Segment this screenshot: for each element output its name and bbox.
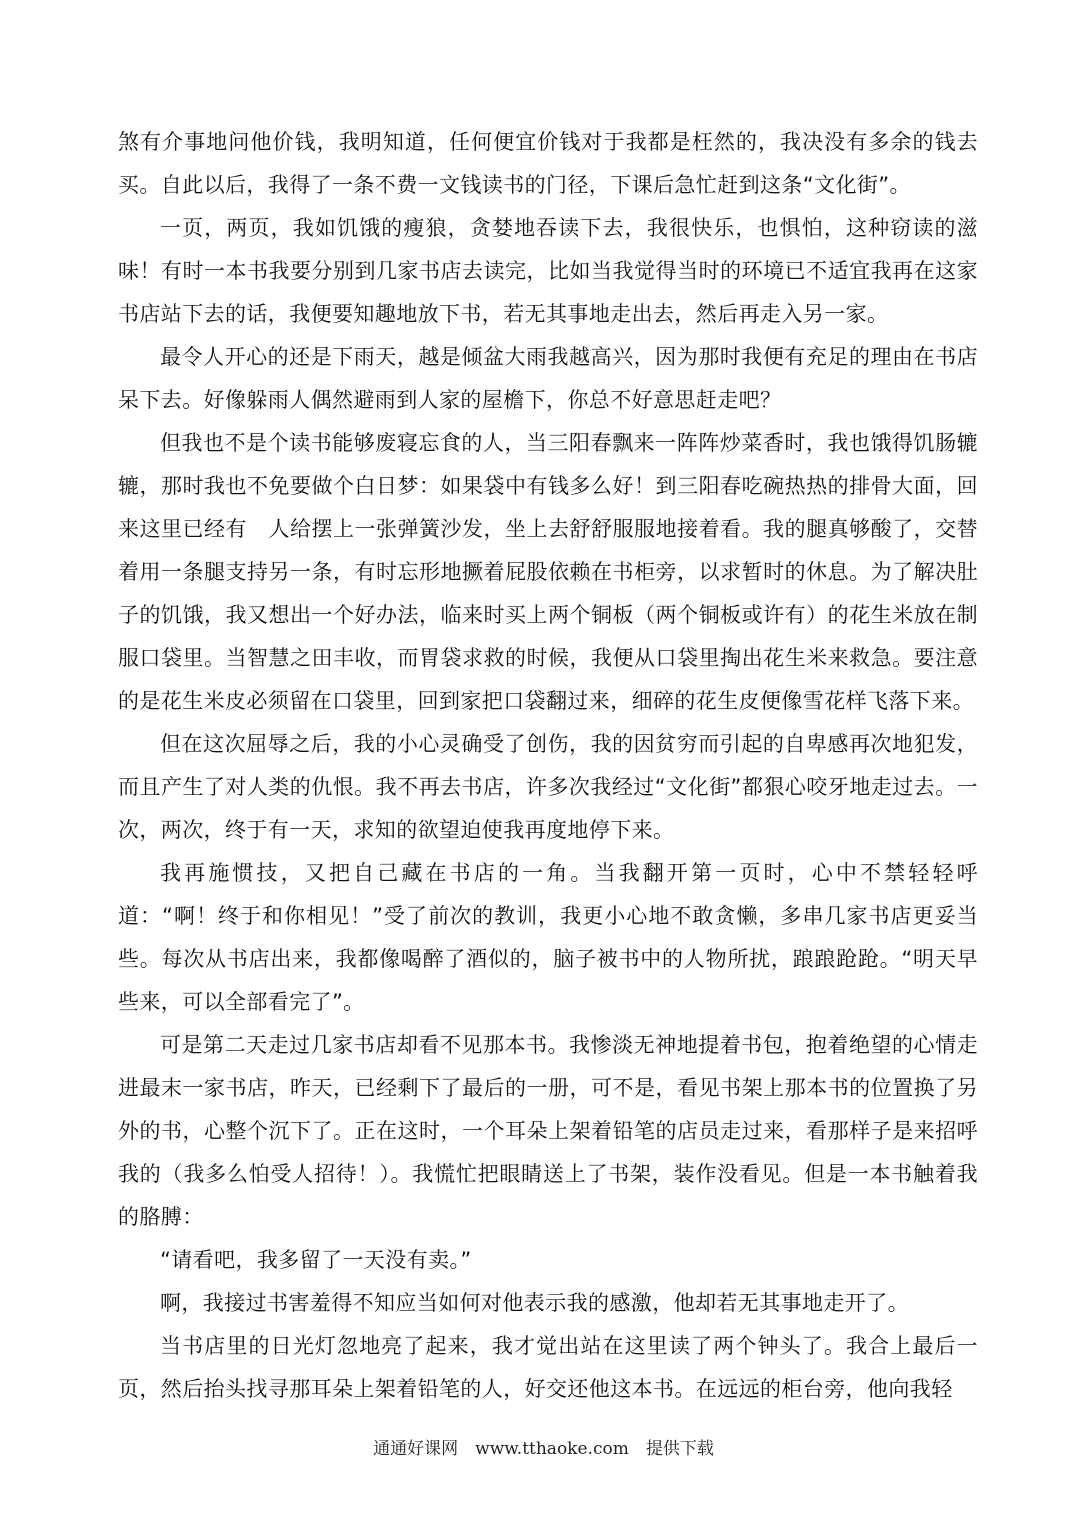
paragraph-2: 一页，两页，我如饥饿的瘦狼，贪婪地吞读下去，我很快乐，也惧怕，这种窃读的滋味！有时一本书我要分别到几家书店去读完，比如当我觉得当时的环境已不适宜我再在这家书店站下去的话，我便要知趣地放下书，若无其事地走出去，然后再走入另一家。 bbox=[118, 216, 978, 326]
paragraph-9: 啊，我接过书害羞得不知应当如何对他表示我的感激，他却若无其事地走开了。 bbox=[160, 1291, 909, 1315]
paragraph-10: 当书店里的日光灯忽地亮了起来，我才觉出站在这里读了两个钟头了。我合上最后一页，然后抬头找寻那耳朵上架着铅笔的人，好交还他这本书。在远远的柜台旁，他向我轻 bbox=[118, 1334, 978, 1401]
paragraph-7: 可是第二天走过几家书店却看不见那本书。我惨淡无神地提着书包，抱着绝望的心情走进最末一家书店，昨天，已经剩下了最后的一册，可不是，看见书架上那本书的位置换了另外的书，心整个沉下了。正在这时，一个耳朵上架着铅笔的店员走过来，看那样子是来招呼我的（我多么怕受人招待！）。我慌忙把眼睛送上了书架，装作没看见。但是一本书触着我的胳膊： bbox=[118, 1033, 978, 1229]
paragraph-1: 煞有介事地问他价钱，我明知道，任何便宜价钱对于我都是枉然的，我决没有多余的钱去买。自此以后，我得了一条不费一文钱读书的门径，下课后急忙赶到这条“文化街”。 bbox=[118, 130, 978, 197]
paragraph-8: “请看吧，我多留了一天没有卖。” bbox=[160, 1248, 472, 1272]
paragraph-3: 最令人开心的还是下雨天，越是倾盆大雨我越高兴，因为那时我便有充足的理由在书店呆下去。好像躲雨人偶然避雨到人家的屋檐下，你总不好意思赶走吧？ bbox=[118, 345, 978, 412]
paragraph-5: 但在这次屈辱之后，我的小心灵确受了创伤，我的因贫穷而引起的自卑感再次地犯发，而且产生了对人类的仇恨。我不再去书店，许多次我经过“文化街”都狠心咬牙地走过去。一次，两次，终于有一天，求知的欲望迫使我再度地停下来。 bbox=[118, 732, 978, 842]
paragraph-6: 我再施惯技，又把自己藏在书店的一角。当我翻开第一页时，心中不禁轻轻呼道：“啊！终于和你相见！”受了前次的教训，我更小心地不敢贪懒，多串几家书店更妥当些。每次从书店出来，我都像喝醉了酒似的，脑子被书中的人物所扰，踉踉跄跄。“明天早些来，可以全部看完了”。 bbox=[118, 861, 978, 1014]
page-footer: 通通好课网 www.tthaoke.com 提供下载 bbox=[373, 1439, 714, 1459]
paragraph-4: 但我也不是个读书能够废寝忘食的人，当三阳春飘来一阵阵炒菜香时，我也饿得饥肠辘辘，那时我也不免要做个白日梦：如果袋中有钱多么好！到三阳春吃碗热热的排骨大面，回来这里已经有 人给摆上一张弹簧沙发，坐上去舒舒服服地接着看。我的腿真够酸了，交替着用一条腿支持另一条，有时忘形地撅着屁股依赖在书柜旁，以求暂时的休息。为了解决肚子的饥饿，我又想出一个好办法，临来时买上两个铜板（两个铜板或许有）的花生米放在制服口袋里。当智慧之田丰收，而胃袋求救的时候，我便从口袋里掏出花生米来救急。要注意的是花生米皮必须留在口袋里，回到家把口袋翻过来，细碎的花生皮便像雪花样飞落下来。 bbox=[118, 431, 978, 713]
document-body bbox=[118, 121, 978, 1411]
